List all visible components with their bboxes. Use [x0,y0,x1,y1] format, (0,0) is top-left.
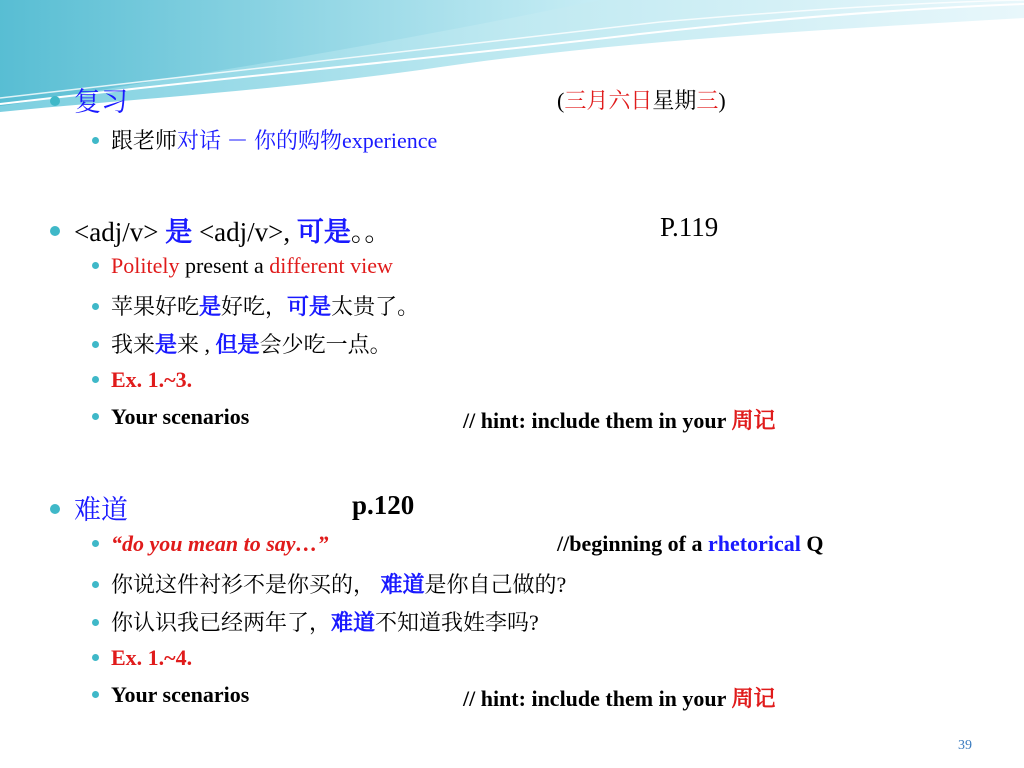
pattern-scenarios-hint: // hint: include them in your 周记 [463,408,776,433]
bullet-icon [92,303,99,310]
bullet-icon [92,619,99,626]
bullet-icon [92,341,99,348]
bullet-icon [92,691,99,698]
bullet-icon [50,226,60,236]
pattern-item-scenarios: Your scenarios [92,404,249,430]
bullet-icon [92,413,99,420]
nandao-item-meaning: “do you mean to say…” [92,531,329,557]
bullet-icon [92,376,99,383]
review-date: (三月六日星期三) [557,88,726,113]
review-item-conversation: 跟老师对话 － 你的购物experience [92,124,437,155]
nandao-meaning-note: //beginning of a rhetorical Q [557,531,824,556]
nandao-item-shirt: 你说这件衬衫不是你买的， 难道是你自己做的? [92,568,566,599]
pattern-item-politely: Politely present a different view [92,253,393,279]
nandao-page: p.120 [352,490,415,520]
bullet-icon [92,540,99,547]
pattern-item-apple: 苹果好吃是好吃，可是太贵了。 [92,290,419,321]
nandao-scenarios-hint: // hint: include them in your 周记 [463,686,776,711]
review-heading [50,80,128,119]
bullet-icon [50,96,60,106]
slide-number: 39 [958,738,972,753]
pattern-item-come: 我来是来 , 但是会少吃一点。 [92,328,392,359]
bullet-icon [92,262,99,269]
nandao-item-exercise: Ex. 1.~4. [92,645,192,671]
nandao-item-scenarios: Your scenarios [92,682,249,708]
review-title: 复习 [74,87,128,117]
nandao-title: 难道 [74,495,128,525]
pattern-page: P.119 [660,212,719,242]
bullet-icon [50,504,60,514]
pattern-item-exercise: Ex. 1.~3. [92,367,192,393]
bullet-icon [92,581,99,588]
header-wave-decoration [0,0,1024,120]
nandao-item-name: 你认识我已经两年了，难道不知道我姓李吗? [92,606,539,637]
bullet-icon [92,654,99,661]
pattern-heading: <adj/v> 是 <adj/v>, 可是。。 [50,210,391,249]
bullet-icon [92,137,99,144]
nandao-heading [50,488,128,527]
